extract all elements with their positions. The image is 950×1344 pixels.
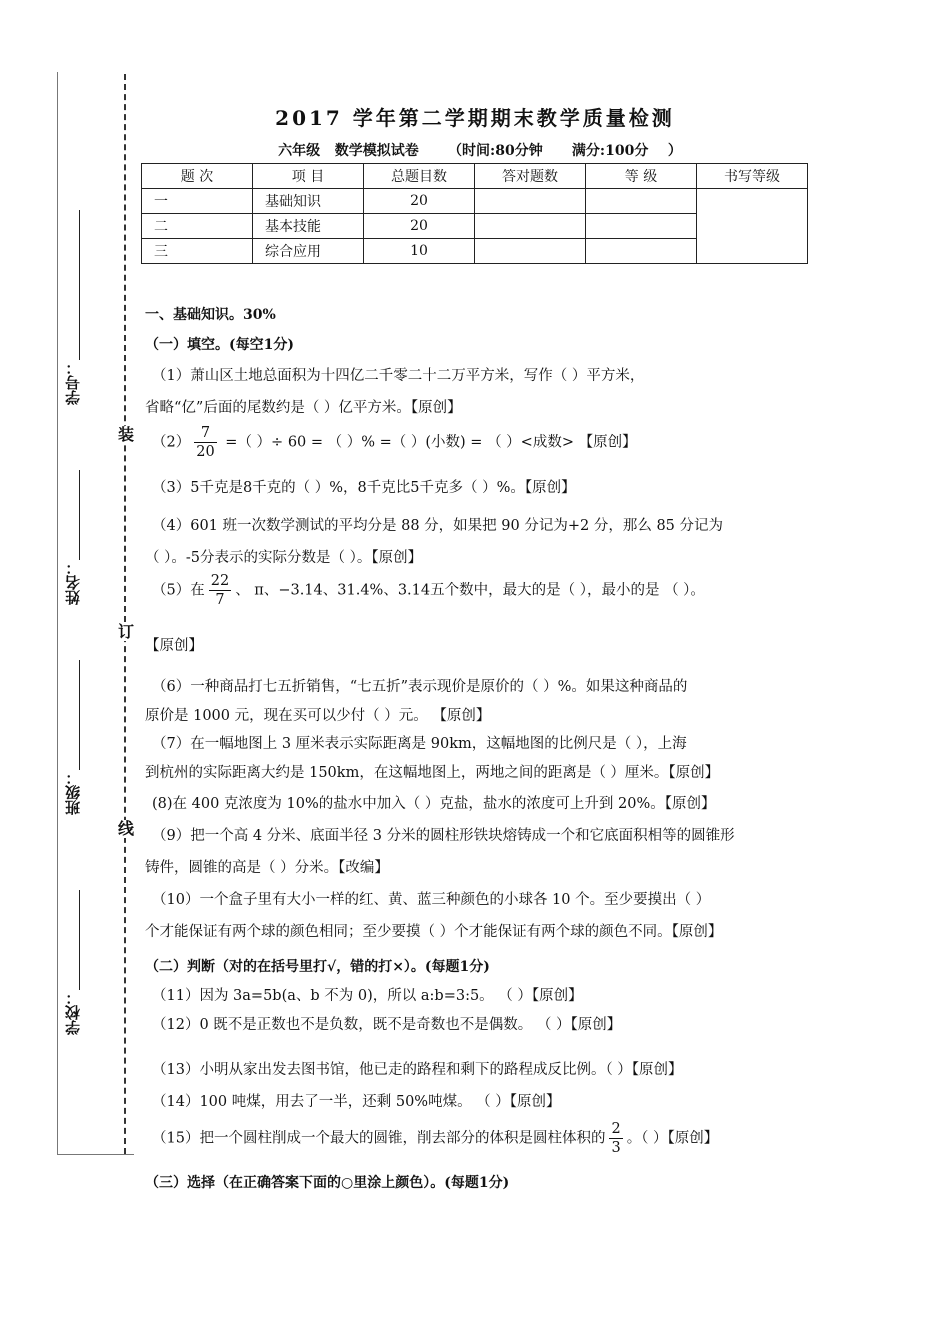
grade-cell[interactable] <box>586 239 697 264</box>
exam-title: 2017 学年第二学期期末教学质量检测 <box>275 106 675 130</box>
row-number: 三 <box>142 239 253 264</box>
question-2-rest: =（ ）÷ 60 = （ ）% =（ ）(小数) = （ ）<成数> 【原创】 <box>220 434 637 451</box>
row-item: 综合应用 <box>253 239 364 264</box>
question-15-prefix: （15）把一个圆柱削成一个最大的圆锥，削去部分的体积是圆柱体积的 <box>152 1130 606 1147</box>
header-cell: 书写等级 <box>697 164 808 189</box>
grade-cell[interactable] <box>586 214 697 239</box>
student-id-line <box>79 210 80 360</box>
question-9-line-1: （9）把一个高 4 分米、底面半径 3 分米的圆柱形铁块熔铸成一个和它底面积相等的圆锥形 <box>152 828 735 844</box>
question-10-line-2: 个才能保证有两个球的颜色相同；至少要摸（ ）个才能保证有两个球的颜色不同。【原创】 <box>145 924 723 940</box>
binding-char-ding: 订 <box>117 622 134 641</box>
section-heading-basics: 一、基础知识。30% <box>145 307 276 323</box>
row-count: 10 <box>364 239 475 264</box>
correct-count-cell[interactable] <box>475 214 586 239</box>
fraction-7-20 <box>194 424 216 461</box>
binding-char-zhuang: 装 <box>117 425 134 444</box>
name-line <box>79 470 80 560</box>
student-id-field[interactable] <box>58 210 88 405</box>
student-id-label: 学号： <box>64 360 82 405</box>
fraction-denominator: 3 <box>611 1140 621 1156</box>
class-label: 班级： <box>64 770 82 815</box>
correct-count-cell[interactable] <box>475 239 586 264</box>
school-field[interactable] <box>58 890 88 1035</box>
question-5 <box>152 572 812 609</box>
row-count: 20 <box>364 189 475 214</box>
question-6-line-2: 原价是 1000 元，现在买可以少付（ ）元。 【原创】 <box>145 708 491 724</box>
question-6-line-1: （6）一种商品打七五折销售，“七五折”表示现价是原价的（ ）%。如果这种商品的 <box>152 679 688 695</box>
row-number: 一 <box>142 189 253 214</box>
question-12: （12）0 既不是正数也不是负数，既不是奇数也不是偶数。 （ ）【原创】 <box>152 1017 622 1033</box>
question-10-line-1: （10）一个盒子里有大小一样的红、黄、蓝三种颜色的小球各 10 个。至少要摸出（ ） <box>152 892 711 908</box>
row-number: 二 <box>142 214 253 239</box>
class-field[interactable] <box>58 660 88 815</box>
question-1-line-1: （1）萧山区土地总面积为十四亿二千零二十二万平方米，写作（ ）平方米， <box>152 368 645 384</box>
question-15-rest: 。（ ）【原创】 <box>626 1130 719 1147</box>
score-table-header-row <box>142 164 808 189</box>
score-table <box>141 163 808 264</box>
header-cell: 项 目 <box>253 164 364 189</box>
row-item: 基本技能 <box>253 214 364 239</box>
correct-count-cell[interactable] <box>475 189 586 214</box>
binding-char-xian: 线 <box>117 819 134 838</box>
question-4-line-1: （4）601 班一次数学测试的平均分是 88 分，如果把 90 分记为+2 分，那么 85 分记为 <box>152 518 723 534</box>
question-2 <box>152 424 812 461</box>
row-count: 20 <box>364 214 475 239</box>
question-3: （3）5千克是8千克的（ ）%，8千克比5千克多（ ）%。【原创】 <box>152 480 576 496</box>
question-14: （14）100 吨煤，用去了一半，还剩 50%吨煤。 （ ）【原创】 <box>152 1094 561 1110</box>
name-label: 姓名： <box>64 560 82 605</box>
part-heading-fill-blanks: （一）填空。(每空1分) <box>145 337 294 353</box>
question-7-line-2: 到杭州的实际距离大约是 150km，在这幅地图上，两地之间的距离是（ ）厘米。【原创】 <box>145 765 720 781</box>
grade-cell[interactable] <box>586 189 697 214</box>
header-cell: 题 次 <box>142 164 253 189</box>
header-cell: 总题目数 <box>364 164 475 189</box>
fraction-numerator: 7 <box>194 424 216 443</box>
school-line <box>79 890 80 990</box>
row-item: 基础知识 <box>253 189 364 214</box>
table-row <box>142 189 808 214</box>
fraction-numerator: 2 <box>611 1121 621 1137</box>
question-13: （13）小明从家出发去图书馆，他已走的路程和剩下的路程成反比例。（ ）【原创】 <box>152 1062 683 1078</box>
question-7-line-1: （7）在一幅地图上 3 厘米表示实际距离是 90km，这幅地图的比例尺是（ ），上海 <box>152 736 687 752</box>
header-cell: 等 级 <box>586 164 697 189</box>
question-5-mark: 【原创】 <box>145 638 203 654</box>
header-cell: 答对题数 <box>475 164 586 189</box>
question-5-rest: 、 π、−3.14、31.4%、3.14五个数中，最大的是（ ），最小的是 （ ）。 <box>235 582 705 599</box>
question-1-line-2: 省略“亿”后面的尾数约是（ ）亿平方米。【原创】 <box>145 400 462 416</box>
question-8: (8)在 400 克浓度为 10%的盐水中加入（ ）克盐，盐水的浓度可上升到 20%。【原创】 <box>152 796 716 812</box>
exam-subtitle: 六年级 数学模拟试卷 （时间:80分钟 满分:100分 ） <box>278 143 682 159</box>
fraction-denominator: 20 <box>196 444 215 460</box>
binding-dashed-line <box>124 74 126 1154</box>
class-line <box>79 660 80 770</box>
fraction-2-3 <box>609 1120 622 1157</box>
writing-grade-cell[interactable] <box>697 189 808 264</box>
fraction-denominator: 7 <box>215 592 225 608</box>
name-field[interactable] <box>58 470 88 605</box>
part-heading-true-false: （二）判断（对的在括号里打√，错的打×）。(每题1分) <box>145 959 490 975</box>
fraction-22-7 <box>209 572 231 609</box>
fraction-numerator: 22 <box>210 573 230 589</box>
question-9-line-2: 铸件，圆锥的高是（ ）分米。【改编】 <box>145 860 389 876</box>
question-11: （11）因为 3a=5b(a、b 不为 0)，所以 a:b=3:5。 （ ）【原创】 <box>152 988 583 1004</box>
question-5-prefix: （5）在 <box>152 582 205 599</box>
part-heading-multiple-choice: （三）选择（在正确答案下面的○里涂上颜色）。(每题1分) <box>145 1175 510 1191</box>
question-4-line-2: （ ）。-5分表示的实际分数是（ ）。【原创】 <box>145 550 423 566</box>
question-2-prefix: （2） <box>152 434 191 451</box>
question-15 <box>152 1120 812 1157</box>
school-label: 学校： <box>64 990 82 1035</box>
